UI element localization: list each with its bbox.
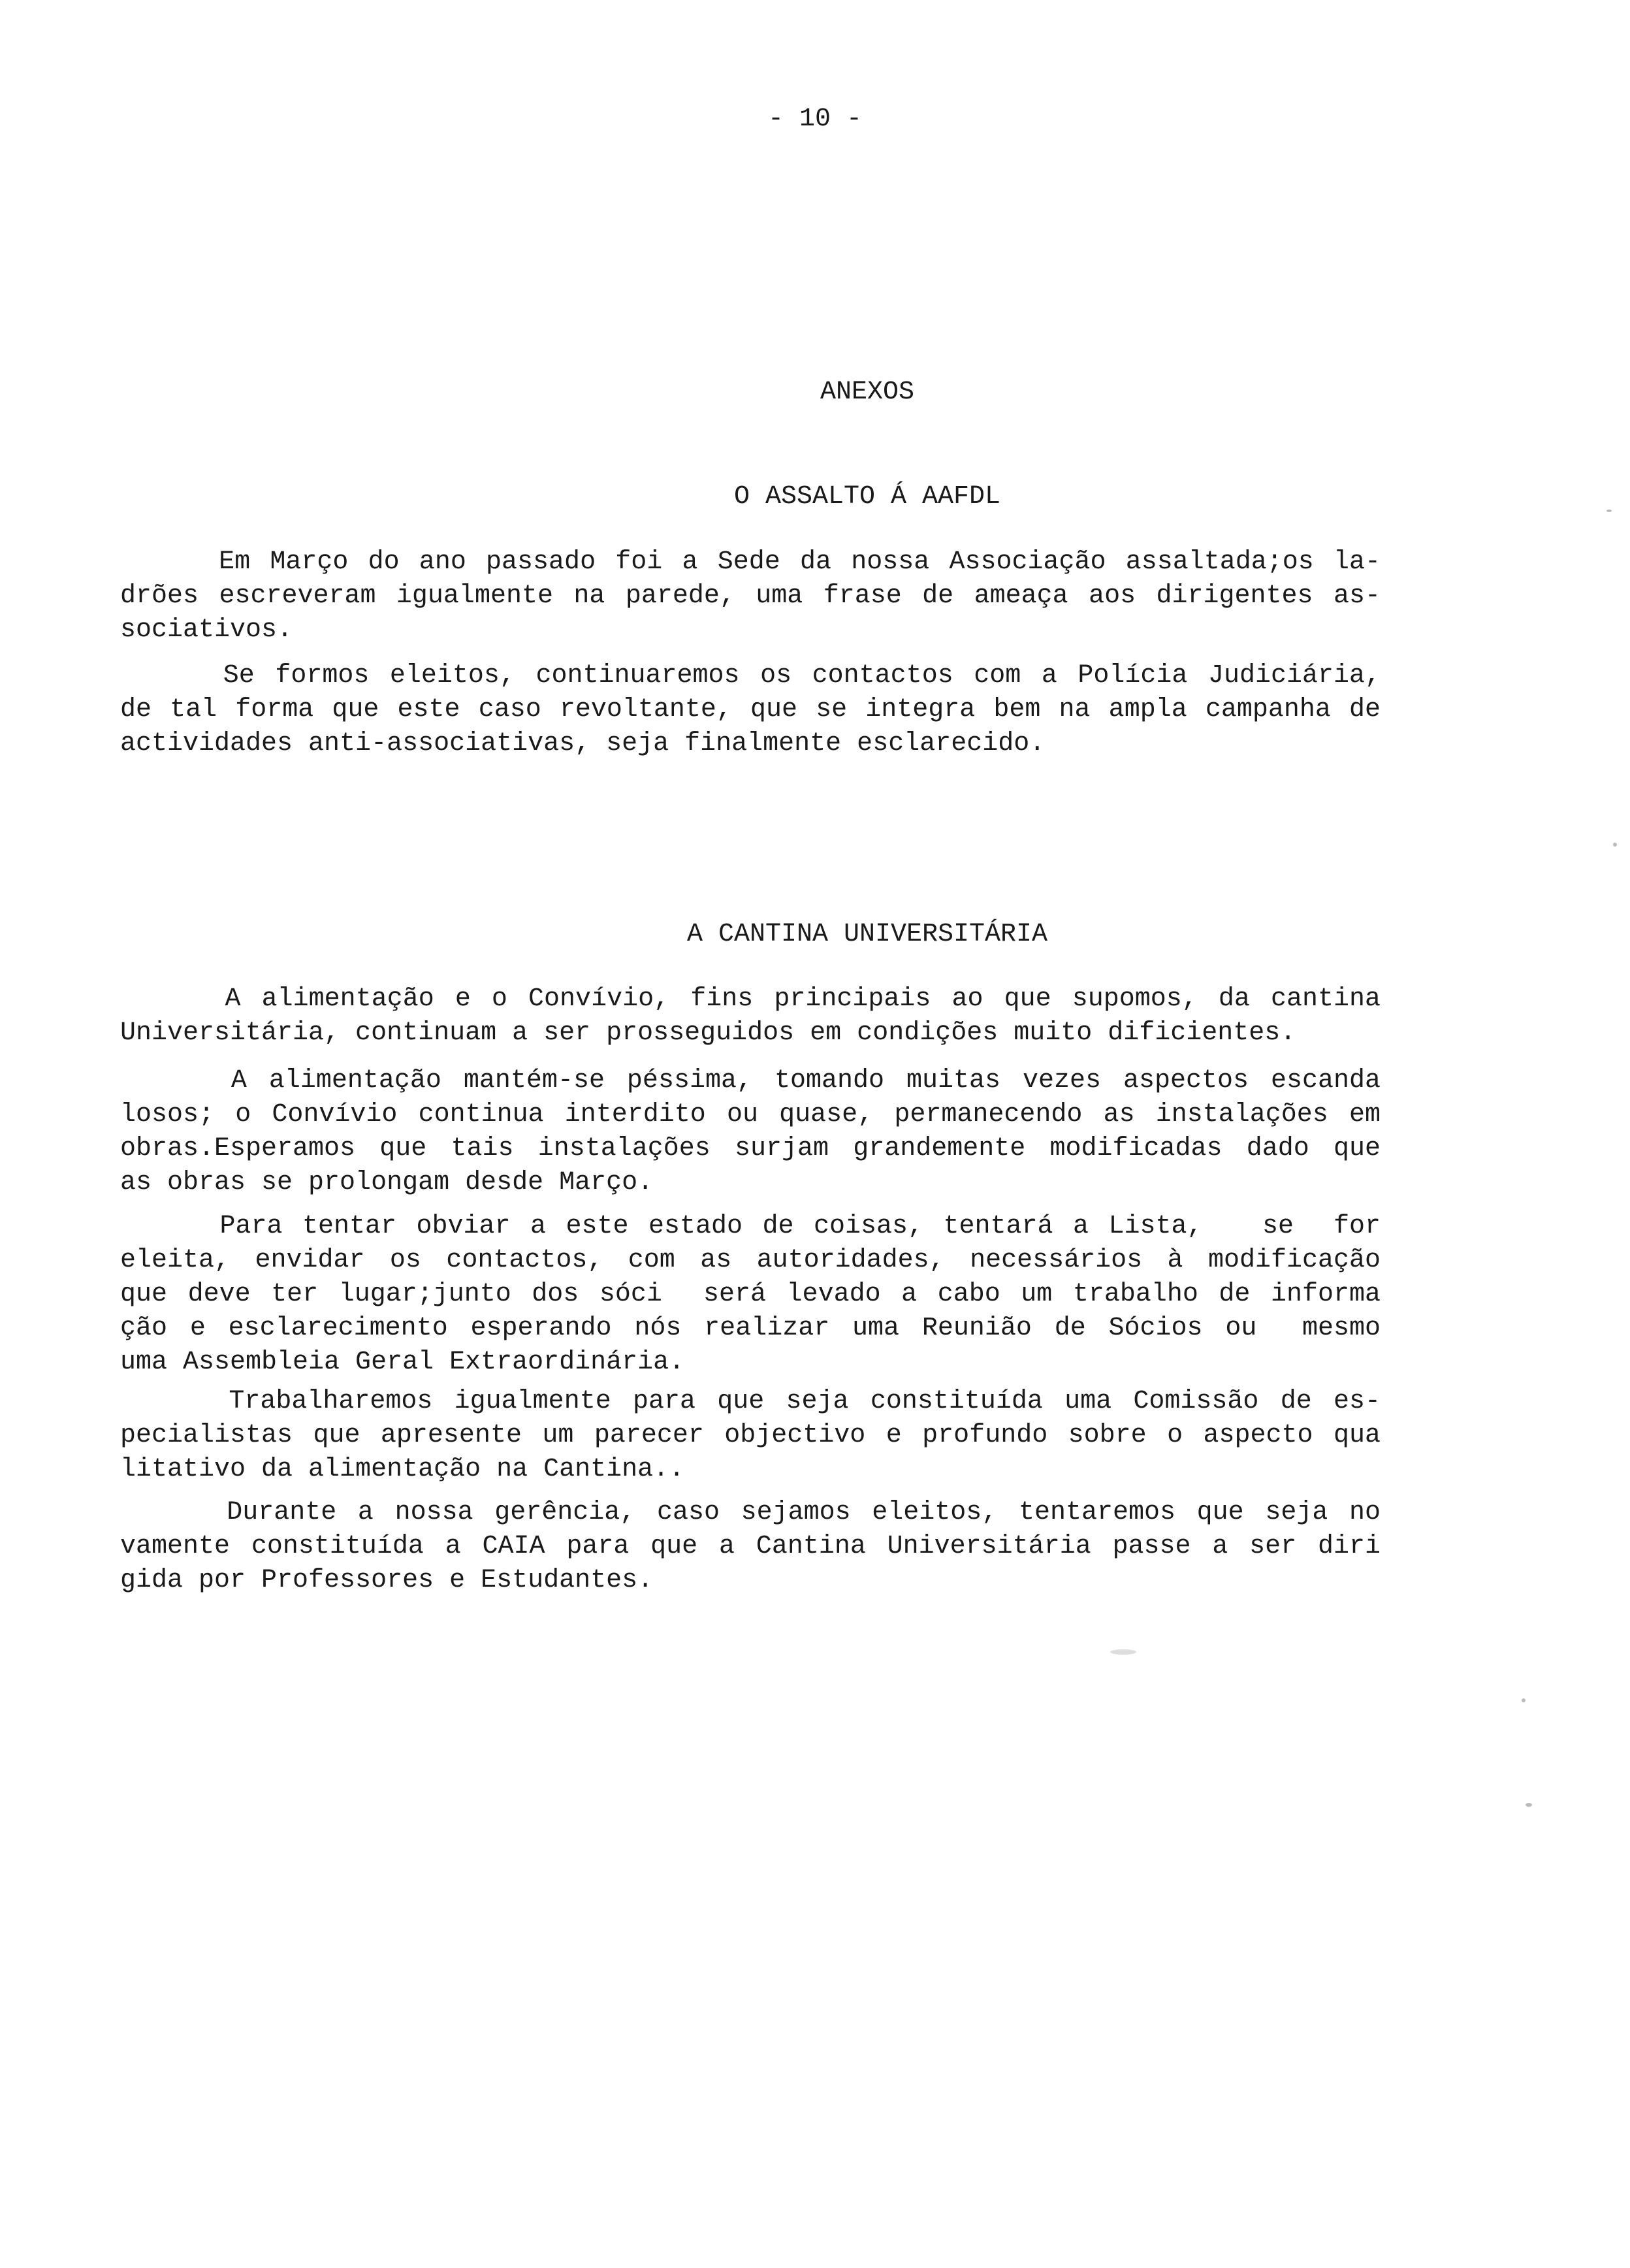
scan-speck	[1526, 1803, 1532, 1807]
text-line: Universitária, continuam a ser prosseguidos em condições muito dificientes.	[120, 1018, 1296, 1048]
paragraph-cantina-5	[120, 1496, 1381, 1598]
text-line: vamente constituída a CAIA para que a Cantina Universitária passe a ser diri	[120, 1532, 1381, 1561]
scan-speck	[1613, 843, 1617, 847]
text-line: uma Assembleia Geral Extraordinária.	[120, 1348, 685, 1377]
text-line: losos; o Convívio continua interdito ou quase, permanecendo as instalações em	[120, 1100, 1381, 1129]
text-line: gida por Professores e Estudantes.	[120, 1566, 654, 1595]
text-line: eleita, envidar os contactos, com as autoridades, necessários à modificação	[120, 1246, 1381, 1275]
text-line: pecialistas que apresente um parecer objectivo e profundo sobre o aspecto qua	[120, 1421, 1381, 1450]
paragraph-cantina-1	[120, 982, 1381, 1050]
scan-speck	[1522, 1698, 1526, 1702]
text-line: ção e esclarecimento esperando nós realizar uma Reunião de Sócios ou mesmo	[120, 1314, 1381, 1343]
text-line: Se formos eleitos, continuaremos os contactos com a Polícia Judiciária,	[120, 661, 1381, 690]
text-line: A alimentação e o Convívio, fins principais ao que supomos, da cantina	[120, 984, 1381, 1014]
text-line: Em Março do ano passado foi a Sede da nossa Associação assaltada;os la-	[120, 547, 1381, 577]
text-line: de tal forma que este caso revoltante, que se integra bem na ampla campanha de	[120, 695, 1381, 724]
heading-assalto: O ASSALTO Á AAFDL	[733, 482, 1001, 511]
heading-cantina: A CANTINA UNIVERSITÁRIA	[686, 920, 1048, 949]
text-line: Trabalharemos igualmente para que seja constituída uma Comissão de es-	[120, 1387, 1381, 1416]
text-line: Durante a nossa gerência, caso sejamos eleitos, tentaremos que seja no	[120, 1498, 1381, 1527]
text-line: actividades anti-associativas, seja finalmente esclarecido.	[120, 729, 1046, 758]
paragraph-cantina-3	[120, 1210, 1381, 1380]
scan-speck	[1110, 1649, 1136, 1655]
heading-anexos: ANEXOS	[820, 378, 915, 407]
paragraph-assalto-2	[120, 659, 1381, 761]
scan-speck	[1606, 510, 1612, 512]
text-line: A alimentação mantém-se péssima, tomando muitas vezes aspectos escanda	[120, 1066, 1381, 1095]
paragraph-assalto-1	[120, 545, 1381, 647]
page-number: - 10 -	[767, 105, 863, 134]
text-line: drões escreveram igualmente na parede, uma frase de ameaça aos dirigentes as-	[120, 581, 1381, 611]
text-line: as obras se prolongam desde Março.	[120, 1168, 654, 1197]
paragraph-cantina-2	[120, 1064, 1381, 1200]
text-line: sociativos.	[120, 615, 293, 645]
text-line: obras.Esperamos que tais instalações surjam grandemente modificadas dado que	[120, 1134, 1381, 1163]
text-line: que deve ter lugar;junto dos sóci será levado a cabo um trabalho de informa	[120, 1280, 1381, 1309]
text-line: litativo da alimentação na Cantina..	[120, 1455, 685, 1484]
text-line: Para tentar obviar a este estado de coisas, tentará a Lista, se for	[120, 1212, 1381, 1241]
paragraph-cantina-4	[120, 1385, 1381, 1487]
